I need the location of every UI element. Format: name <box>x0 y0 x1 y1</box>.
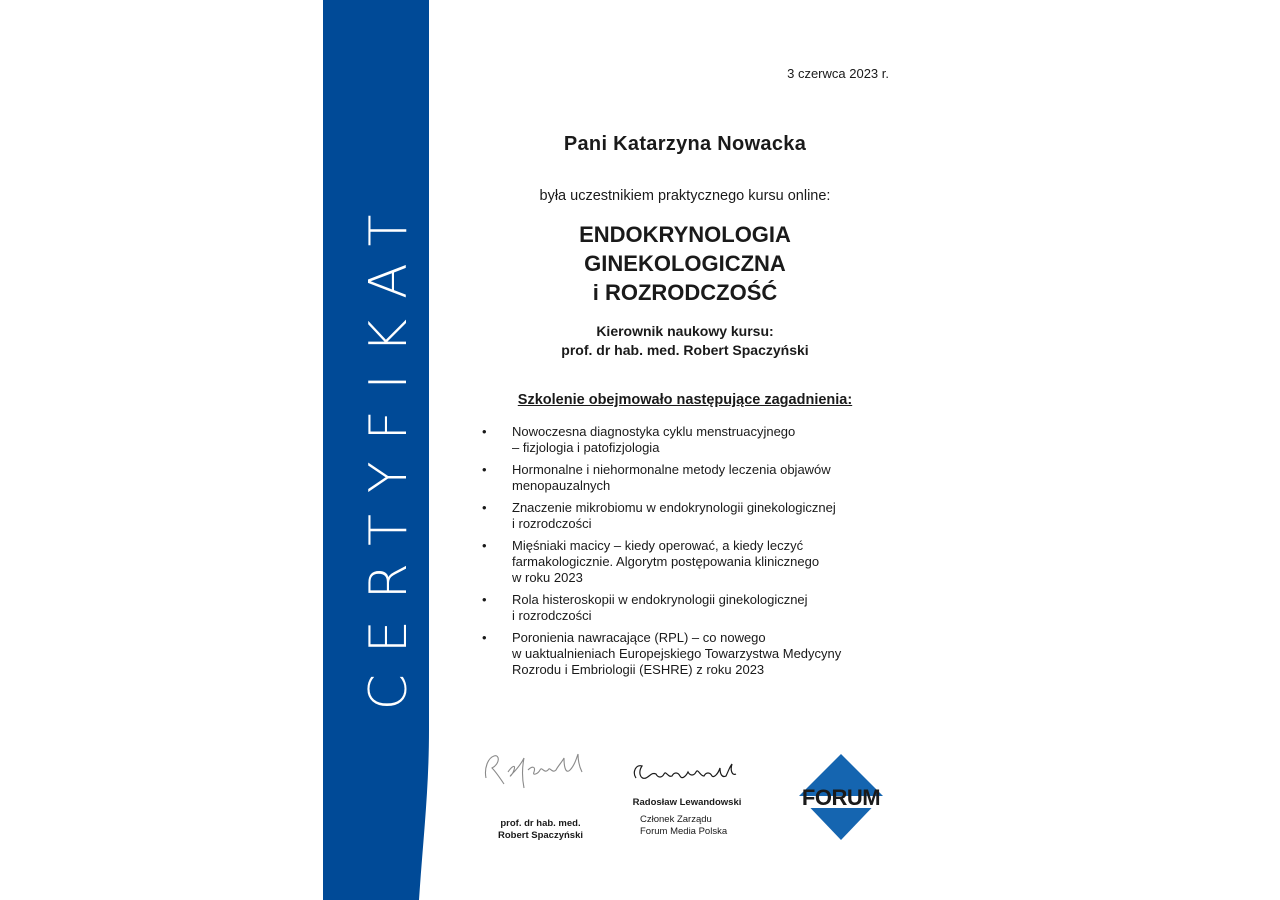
bullet-icon: • <box>482 592 487 607</box>
course-title-line: GINEKOLOGICZNA <box>584 251 786 276</box>
recipient-name: Pani Katarzyna Nowacka <box>563 133 807 155</box>
topic-item <box>480 538 890 586</box>
director-name: prof. dr hab. med. Robert Spaczyński <box>561 342 809 358</box>
certificate-date: 3 czerwca 2023 r. <box>787 66 889 81</box>
course-director <box>480 322 890 360</box>
signature-lewandowski <box>622 758 752 838</box>
bullet-icon: • <box>482 500 487 515</box>
topic-item <box>480 630 890 678</box>
topic-text: Poronienia nawracające (RPL) – co nowego w uaktualnieniach Europejskiego Towarzystwa Medycyny Rozrodu i Embriologii (ESHRE) z roku 2023 <box>512 630 842 677</box>
topic-text: Rola histeroskopii w endokrynologii ginekologicznej i rozrodczości <box>512 592 808 623</box>
signatory-role-line: Członek Zarządu <box>640 814 712 825</box>
topic-text: Znaczenie mikrobiomu w endokrynologii ginekologicznej i rozrodczości <box>512 500 836 531</box>
signature-caption-line: Robert Spaczyński <box>498 830 583 841</box>
bullet-icon: • <box>482 462 487 477</box>
handwritten-signature <box>622 758 752 786</box>
course-title-line: i ROZRODCZOŚĆ <box>592 280 778 305</box>
topics-heading: Szkolenie obejmowało następujące zagadnienia: <box>517 392 853 408</box>
topics-list <box>480 424 890 684</box>
handwritten-signature <box>478 748 593 793</box>
topic-item <box>480 500 890 532</box>
course-title-line: ENDOKRYNOLOGIA <box>579 222 791 247</box>
topic-item <box>480 462 890 494</box>
bullet-icon: • <box>482 424 487 439</box>
topic-text: Mięśniaki macicy – kiedy operować, a kiedy leczyć farmakologicznie. Algorytm postępowania klinicznego w roku 2023 <box>512 538 820 585</box>
bullet-icon: • <box>482 630 487 645</box>
sidebar-band <box>323 0 431 900</box>
signatory-role-line: Forum Media Polska <box>640 826 728 837</box>
topic-text: Nowoczesna diagnostyka cyklu menstruacyjnego – fizjologia i patofizjologia <box>512 424 796 455</box>
topic-item <box>480 424 890 456</box>
director-label: Kierownik naukowy kursu: <box>596 323 774 339</box>
signatory-name: Radosław Lewandowski <box>632 797 742 808</box>
topic-text: Hormonalne i niehormonalne metody leczenia objawów menopauzalnych <box>512 462 831 493</box>
forum-logo-text: FORUM <box>801 785 881 810</box>
signature-caption-line: prof. dr hab. med. <box>500 818 581 829</box>
forum-logo <box>795 752 887 842</box>
bullet-icon: • <box>482 538 487 553</box>
vertical-title: CERTYFIKAT <box>359 193 419 711</box>
course-title <box>480 220 890 307</box>
topic-item <box>480 592 890 624</box>
signature-spaczynski <box>478 748 603 842</box>
intro-text: była uczestnikiem praktycznego kursu online: <box>539 188 831 204</box>
